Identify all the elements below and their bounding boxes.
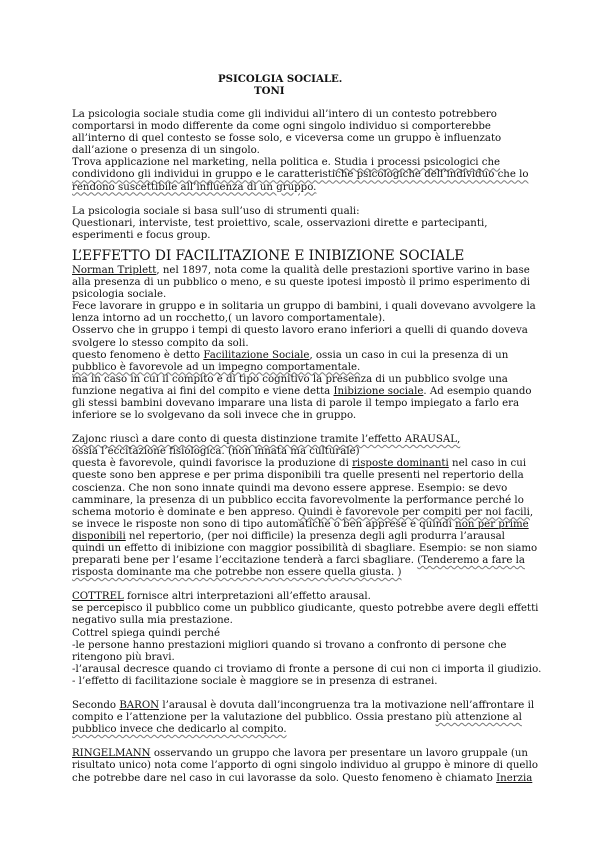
text-span: che potrebbe dare nel caso in cui lavorasse da solo. Questo fenomeno è chiamato	[72, 772, 497, 784]
text-span: l’arausal è dovuta dall’incongruenza tra la motivazione nell’affrontare il	[159, 700, 535, 712]
text-line	[72, 531, 538, 543]
text-span: . Ad esempio quando	[423, 385, 532, 397]
author-name: RINGELMANN	[72, 748, 151, 760]
text-line: all’interno di quel contesto se fosse solo, e viceversa come un gruppo è influenzato	[72, 133, 502, 145]
text-line	[72, 724, 538, 736]
text-line: queste sono ben apprese e per prima disponibili tra quelle presenti nel repertorio della	[72, 470, 524, 482]
text-line	[72, 362, 538, 374]
underlined-text: risposta dominante ma che potrebbe non essere quella giusta. )	[72, 567, 402, 579]
text-line: quindi un effetto di inibizione con maggior possibilità di sbagliare. Esempio: se non siamo	[72, 543, 538, 554]
text-span: compito e l’attenzione per la valutazione del pubblico. Ossia prestano	[72, 712, 436, 724]
text-line	[72, 591, 538, 603]
text-line: gli stessi bambini dovevano imparare una lista di parole il tempo impiegato a farlo era	[72, 397, 520, 409]
text-line	[72, 458, 538, 470]
text-span: se invece le risposte non sono di tipo automatiche o ben apprese e quindi	[72, 518, 456, 530]
text-line: negativo sulla mia prestazione.	[72, 615, 233, 627]
document-body	[72, 109, 542, 797]
text-line: comportarsi in modo differente da come ogni singolo individuo si comporterebbe	[72, 121, 491, 133]
text-line: -le persone hanno prestazioni migliori quando si trovano a confronto di persone che	[72, 639, 507, 651]
text-line: psicologia sociale.	[72, 289, 167, 301]
text-span: nel caso in cui	[448, 458, 527, 470]
text-line	[72, 567, 538, 579]
term-underlined: Facilitazione Sociale	[203, 349, 310, 361]
section-heading: L’EFFETTO DI FACILITAZIONE E INIBIZIONE SOCIALE	[72, 247, 465, 264]
text-line: Fece lavorare in gruppo e in solitaria un gruppo di bambini, i quali dovevano avvolgere la	[72, 301, 536, 313]
document-title-block	[218, 73, 342, 97]
text-line: esperimenti e focus group.	[72, 229, 211, 241]
author-name: Norman Triplett	[72, 264, 157, 276]
underlined-text: (Tenderemo a fare la	[417, 555, 525, 567]
text-line: La psicologia sociale studia come gli individui all’intero di un contesto potrebbero	[72, 109, 497, 120]
term-underlined: disponibili	[72, 530, 126, 542]
text-line	[72, 157, 538, 169]
ringelmann-paragraph	[72, 748, 538, 784]
document-title: PSICOLGIA SOCIALE.	[218, 73, 343, 85]
text-line	[72, 748, 538, 760]
text-span: osservando un gruppo che lavora per presentare un lavoro gruppale (un	[150, 748, 528, 760]
text-span: funzione negativa ai fini del compito e viene detta	[72, 385, 334, 397]
document-author: TONI	[254, 85, 285, 97]
term-underlined: non per prime	[455, 518, 529, 530]
term-underlined: Inerzia	[496, 772, 533, 784]
text-line: - l’effetto di facilitazione sociale è maggiore se in presenza di estranei.	[72, 675, 438, 687]
text-line	[72, 434, 538, 446]
text-line: ritengono più bravi.	[72, 651, 175, 663]
text-span: schema motorio è dominate e ben appreso.	[72, 506, 299, 518]
text-line: inferiore se lo svolgevano da soli invece che in gruppo.	[72, 410, 357, 422]
tools-paragraph	[72, 206, 538, 242]
author-name: BARON	[119, 700, 160, 712]
text-line	[72, 265, 538, 277]
author-name: COTTREL	[72, 591, 124, 603]
text-line	[72, 700, 538, 712]
text-line	[72, 519, 538, 531]
underlined-text: rendono suscettibile all’influenza di un gruppo.	[72, 181, 317, 193]
text-span: nel repertorio, (per noi difficile) la presenza degli agli produrra l’arausal	[125, 530, 505, 542]
underlined-text: pubblico invece che dedicarlo al compito.	[72, 724, 287, 736]
text-line	[72, 182, 538, 194]
text-line: camminare, la presenza di un pubblico eccita favorevolmente la performance perché lo	[72, 494, 524, 506]
text-line	[72, 350, 538, 362]
text-line	[72, 712, 538, 724]
text-line: -l’arausal decresce quando ci troviamo di fronte a persone di cui non ci importa il giudizio.	[72, 663, 542, 675]
underlined-text: più attenzione al	[435, 712, 522, 724]
text-span: fornisce altri interpretazioni all’effetto arausal.	[123, 591, 371, 603]
text-line: ossia l’eccitazione fisiologica. (non innata ma culturale)	[72, 446, 360, 458]
text-span: questa è favorevole, quindi favorisce la produzione di	[72, 458, 353, 470]
text-line	[72, 507, 538, 519]
text-span: , nel 1897, nota come la qualità delle prestazioni sportive varino in base	[156, 264, 530, 276]
text-line	[72, 555, 538, 567]
underlined-text: Zajonc riuscì a dare conto di questa distinzione tramite l’effetto ARAUSAL,	[72, 434, 461, 446]
underlined-text: Quindi è favorevole per compiti per noi facili	[298, 506, 530, 518]
text-line: dall’azione o presenza di un singolo.	[72, 145, 260, 157]
triplett-paragraph	[72, 265, 538, 422]
underlined-text: condividono gli individui in gruppo e le caratteristiche psicologiche dell’individuo che lo	[72, 169, 529, 181]
text-line	[72, 386, 538, 398]
text-line: coscienza. Che non sono innate quindi ma devono essere apprese. Esempio: se devo	[72, 482, 508, 494]
text-line: La psicologia sociale si basa sull’uso di strumenti quali:	[72, 205, 360, 217]
text-line: lenza intorno ad un rocchetto,( un lavoro comportamentale).	[72, 313, 386, 325]
text-line: svolgere lo stesso compito da soli.	[72, 337, 249, 349]
text-line	[72, 169, 538, 181]
text-line: se percepisco il pubblico come un pubblico giudicante, questo potrebbe avere degli effetti	[72, 603, 539, 615]
text-span: preparati bene per l’esame l’eccitazione tenderà a farci sbagliare.	[72, 555, 418, 567]
text-span: Trova applicazione nel marketing, nella politica e.	[72, 157, 335, 169]
underlined-text: Studia i processi psicologici che	[334, 157, 501, 169]
cottrel-paragraph	[72, 591, 542, 688]
term-underlined: Inibizione sociale	[333, 385, 424, 397]
text-span: , ossia un caso in cui la presenza di un	[309, 349, 509, 361]
text-span: Secondo	[72, 700, 120, 712]
text-line: alla presenza di un pubblico o meno, e su queste ipotesi impostò il primo esperimento di	[72, 277, 531, 289]
underlined-text: pubblico è favorevole ad un impegno comportamentale.	[72, 361, 361, 373]
term-underlined: risposte dominanti	[352, 458, 449, 470]
text-line: Cottrel spiega quindi perché	[72, 627, 221, 639]
text-line	[72, 773, 538, 785]
text-line: Questionari, interviste, test proiettivo, scale, osservazioni dirette e partecipanti,	[72, 217, 488, 229]
text-span: questo fenomeno è detto	[72, 349, 204, 361]
baron-paragraph	[72, 700, 538, 736]
intro-paragraph	[72, 109, 538, 194]
zajonc-paragraph	[72, 434, 538, 579]
text-span: ,	[529, 506, 534, 518]
text-line: Osservo che in gruppo i tempi di questo lavoro erano inferiori a quelli di quando doveva	[72, 325, 528, 337]
text-line: ma in caso in cui il compito è di tipo cognitivo la presenza di un pubblico svolge una	[72, 373, 508, 385]
text-line: risultato unico) nota come l’apporto di ogni singolo individuo al gruppo è minore di quello	[72, 760, 539, 772]
